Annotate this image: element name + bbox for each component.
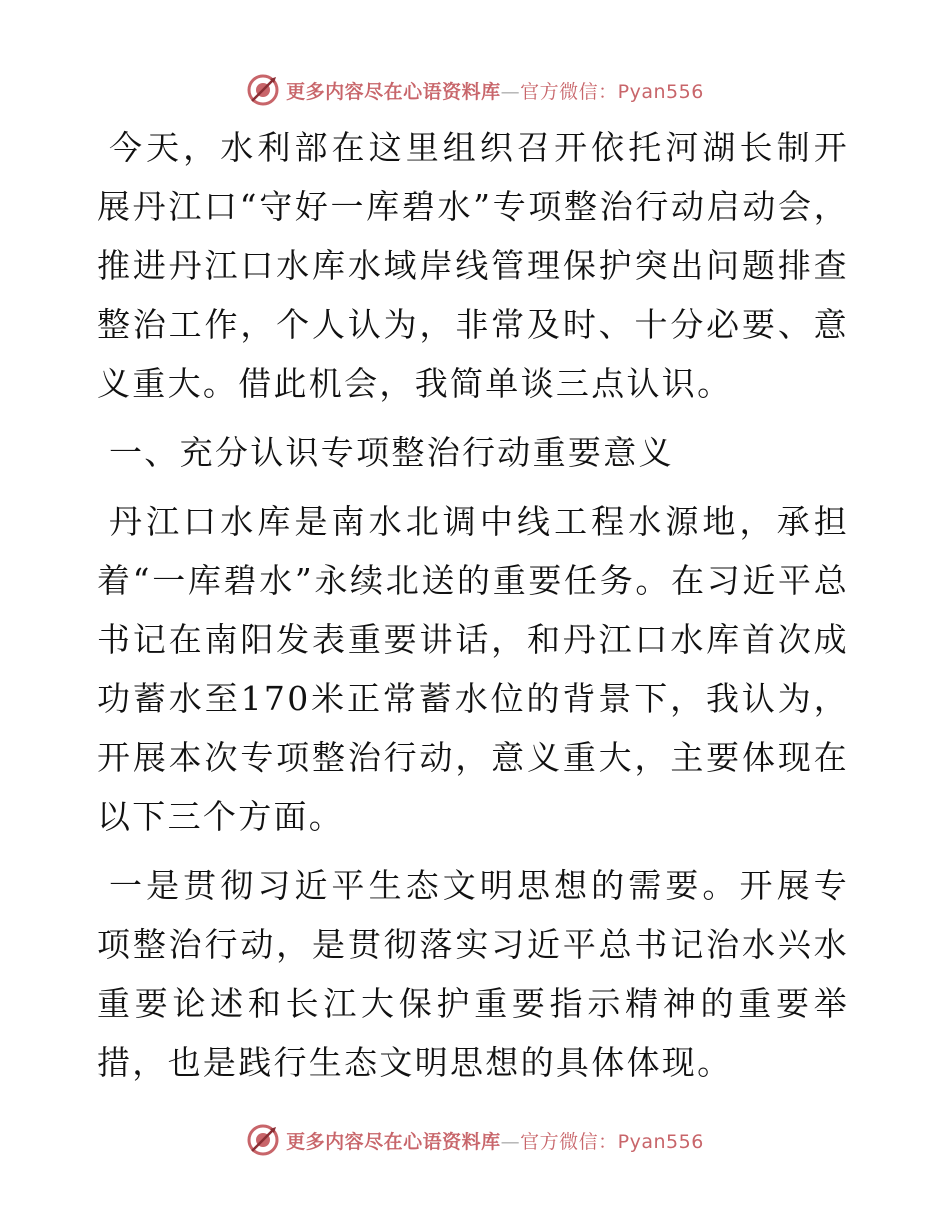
watermark-text <box>286 77 704 104</box>
watermark-wechat: 官方微信：Pyan556 <box>520 1130 704 1153</box>
section-heading-1: 一、充分认识专项整治行动重要意义 <box>109 433 674 472</box>
watermark-separator: — <box>500 1130 521 1153</box>
watermark-wechat: 官方微信：Pyan556 <box>520 80 704 103</box>
watermark-text <box>286 1127 704 1154</box>
watermark-separator: — <box>500 80 521 103</box>
paragraph-background: 丹江口水库是南水北调中线工程水源地，承担着“一库碧水”永续北送的重要任务。在习近平总书记在南阳发表重要讲话，和丹江口水库首次成功蓄水至170米正常蓄水位的背景下，我认为，开展本次专项整治行动，意义重大，主要体现在以下三个方面。 <box>97 502 849 836</box>
watermark-logo-icon <box>246 1123 280 1157</box>
document-body <box>97 118 849 1092</box>
watermark-header <box>0 70 950 110</box>
watermark-logo-icon <box>246 73 280 107</box>
watermark-site: 更多内容尽在心语资料库 <box>286 1130 501 1153</box>
paragraph-point-1: 一是贯彻习近平生态文明思想的需要。开展专项整治行动，是贯彻落实习近平总书记治水兴水重要论述和长江大保护重要指示精神的重要举措，也是践行生态文明思想的具体体现。 <box>97 866 849 1082</box>
watermark-footer <box>0 1120 950 1160</box>
paragraph-intro: 今天，水利部在这里组织召开依托河湖长制开展丹江口“守好一库碧水”专项整治行动启动会，推进丹江口水库水域岸线管理保护突出问题排查整治工作，个人认为，非常及时、十分必要、意义重大。借此机会，我简单谈三点认识。 <box>97 128 849 403</box>
watermark-site: 更多内容尽在心语资料库 <box>286 80 501 103</box>
